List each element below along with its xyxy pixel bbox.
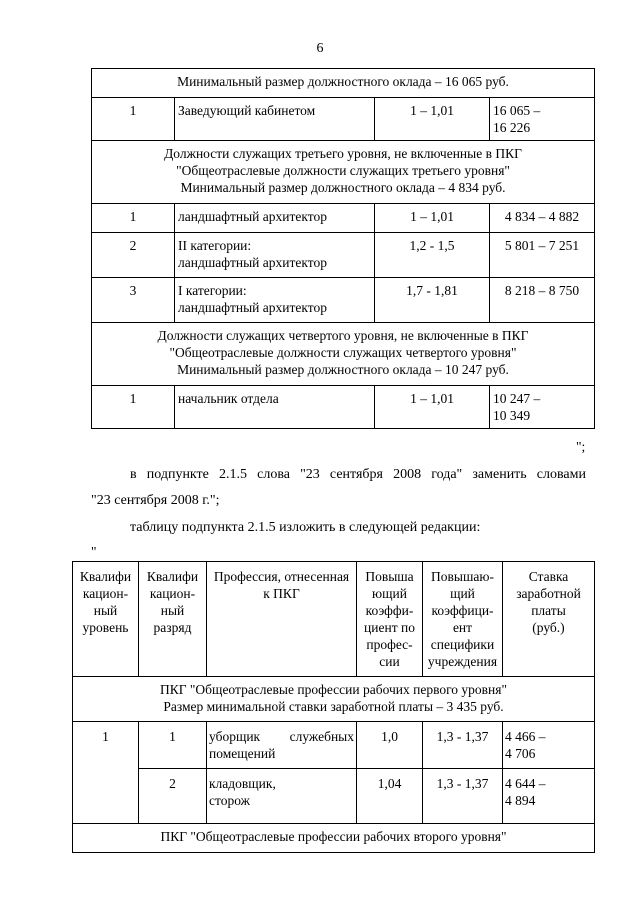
header-line: Ставка: [528, 569, 569, 584]
profession-line1: кладовщик,: [209, 776, 276, 791]
specificity-coefficient: 1,3 - 1,37: [436, 776, 489, 791]
coefficient: 1 – 1,01: [410, 391, 454, 406]
profession-line1: уборщик служебных: [209, 729, 354, 744]
position-title: ландшафтный архитектор: [178, 209, 327, 224]
header-profession: [207, 562, 357, 677]
page-number: 6: [316, 41, 324, 56]
header-line: учреждения: [427, 654, 498, 669]
opening-quote: ": [91, 544, 97, 559]
header-line: заработной: [516, 586, 581, 601]
table-row: [73, 769, 595, 824]
table-row: [73, 722, 595, 769]
header-line: ный: [93, 603, 118, 618]
section-header-line: Должности служащих третьего уровня, не включенные в ПКГ: [164, 146, 522, 161]
qualification-grade: 1: [169, 729, 176, 744]
position-title: ландшафтный архитектор: [178, 300, 327, 315]
table-row: [92, 204, 595, 233]
header-line: сии: [379, 654, 400, 669]
position-title: начальник отдела: [178, 391, 279, 406]
header-line: разряд: [153, 620, 192, 635]
group-header-line: Размер минимальной ставки заработной платы – 3 435 руб.: [163, 699, 504, 714]
group-header-line: ПКГ "Общеотраслевые профессии рабочих второго уровня": [160, 829, 507, 844]
table-row: [92, 98, 595, 141]
position-title: Заведующий кабинетом: [178, 103, 316, 118]
profession-line2: помещений: [209, 746, 276, 761]
section-header-row: [92, 141, 595, 204]
wage-rate-line1: 4 644 –: [505, 776, 546, 791]
instruction-paragraph: таблицу подпункта 2.1.5 изложить в следующей редакции:: [130, 520, 481, 535]
header-line: ный: [160, 603, 185, 618]
section-header-line: Минимальный размер должностного оклада – 10 247 руб.: [177, 362, 509, 377]
profession-line2: сторож: [209, 793, 250, 808]
header-line: уровень: [82, 620, 129, 635]
position-category: II категории:: [178, 238, 252, 253]
header-specificity-coefficient: [423, 562, 503, 677]
coefficient: 1,7 - 1,81: [406, 283, 458, 298]
header-line: ент: [452, 620, 473, 635]
wage-rate-table-workers: [72, 561, 595, 853]
salary-range-line2: 16 226: [493, 120, 531, 135]
salary-range-line1: 16 065 –: [493, 103, 541, 118]
position-title: ландшафтный архитектор: [178, 255, 327, 270]
row-number: 3: [129, 283, 137, 298]
header-line: специфики: [430, 637, 495, 652]
header-qualification-grade: [139, 562, 207, 677]
header-wage-rate: [503, 562, 595, 677]
header-line: Квалифи: [79, 569, 132, 584]
coefficient: 1,2 - 1,5: [409, 238, 455, 253]
header-line: кацион-: [149, 586, 196, 601]
wage-rate-line1: 4 466 –: [505, 729, 546, 744]
group-header-row: [73, 677, 595, 722]
section-header-text: Минимальный размер должностного оклада – 16 065 руб.: [177, 74, 509, 89]
section-header-line: Минимальный размер должностного оклада – 4 834 руб.: [180, 180, 506, 195]
salary-table-officials: [91, 68, 595, 429]
qualification-grade: 2: [169, 776, 176, 791]
amendment-paragraph-line1: [130, 466, 586, 483]
header-line: Квалифи: [146, 569, 199, 584]
header-line: щий: [450, 586, 475, 601]
group-header-row: [73, 824, 595, 853]
header-line: (руб.): [532, 620, 565, 635]
coefficient: 1 – 1,01: [410, 209, 454, 224]
qualification-level: 1: [102, 729, 109, 744]
table-row: [92, 278, 595, 323]
salary-range-line2: 10 349: [493, 408, 531, 423]
header-line: коэффи-: [365, 603, 414, 618]
salary-range: 5 801 – 7 251: [504, 238, 580, 253]
header-line: Профессия, отнесенная: [213, 569, 350, 584]
closing-quote: ";: [576, 439, 586, 454]
table-row: [92, 233, 595, 278]
header-line: коэффици-: [431, 603, 494, 618]
header-line: к ПКГ: [263, 586, 300, 601]
increasing-coefficient: 1,0: [381, 729, 398, 744]
salary-range: 4 834 – 4 882: [504, 209, 580, 224]
salary-range-line1: 10 247 –: [493, 391, 541, 406]
header-line: ющий: [372, 586, 407, 601]
header-line: кацион-: [82, 586, 129, 601]
row-number: 1: [129, 103, 137, 118]
header-line: профес-: [366, 637, 413, 652]
table-row: [92, 386, 595, 429]
row-number: 1: [129, 391, 137, 406]
wage-rate-line2: 4 894: [505, 793, 536, 808]
section-header-line: Должности служащих четвертого уровня, не включенные в ПКГ: [157, 328, 529, 343]
section-header-row: [92, 323, 595, 386]
header-line: циент по: [364, 620, 415, 635]
amendment-paragraph-line2: "23 сентября 2008 г.";: [91, 493, 220, 508]
wage-rate-line2: 4 706: [505, 746, 536, 761]
coefficient: 1 – 1,01: [410, 103, 454, 118]
header-line: платы: [531, 603, 566, 618]
row-number: 1: [129, 209, 137, 224]
header-line: Повыша: [365, 569, 414, 584]
row-number: 2: [129, 238, 137, 253]
amendment-text: в подпункте 2.1.5 слова "23 сентября 2008 года" заменить словами: [130, 467, 586, 482]
section-header-line: "Общеотраслевые должности служащих третьего уровня": [176, 163, 510, 178]
header-qualification-level: [73, 562, 139, 677]
header-increasing-coefficient: [357, 562, 423, 677]
position-category: I категории:: [178, 283, 247, 298]
table-header-row: [73, 562, 595, 677]
header-line: Повышаю-: [431, 569, 494, 584]
group-header-line: ПКГ "Общеотраслевые профессии рабочих первого уровня": [159, 682, 507, 697]
section-header-line: "Общеотраслевые должности служащих четвертого уровня": [169, 345, 517, 360]
salary-range: 8 218 – 8 750: [504, 283, 580, 298]
section-header-row: [92, 69, 595, 98]
increasing-coefficient: 1,04: [377, 776, 402, 791]
specificity-coefficient: 1,3 - 1,37: [436, 729, 489, 744]
